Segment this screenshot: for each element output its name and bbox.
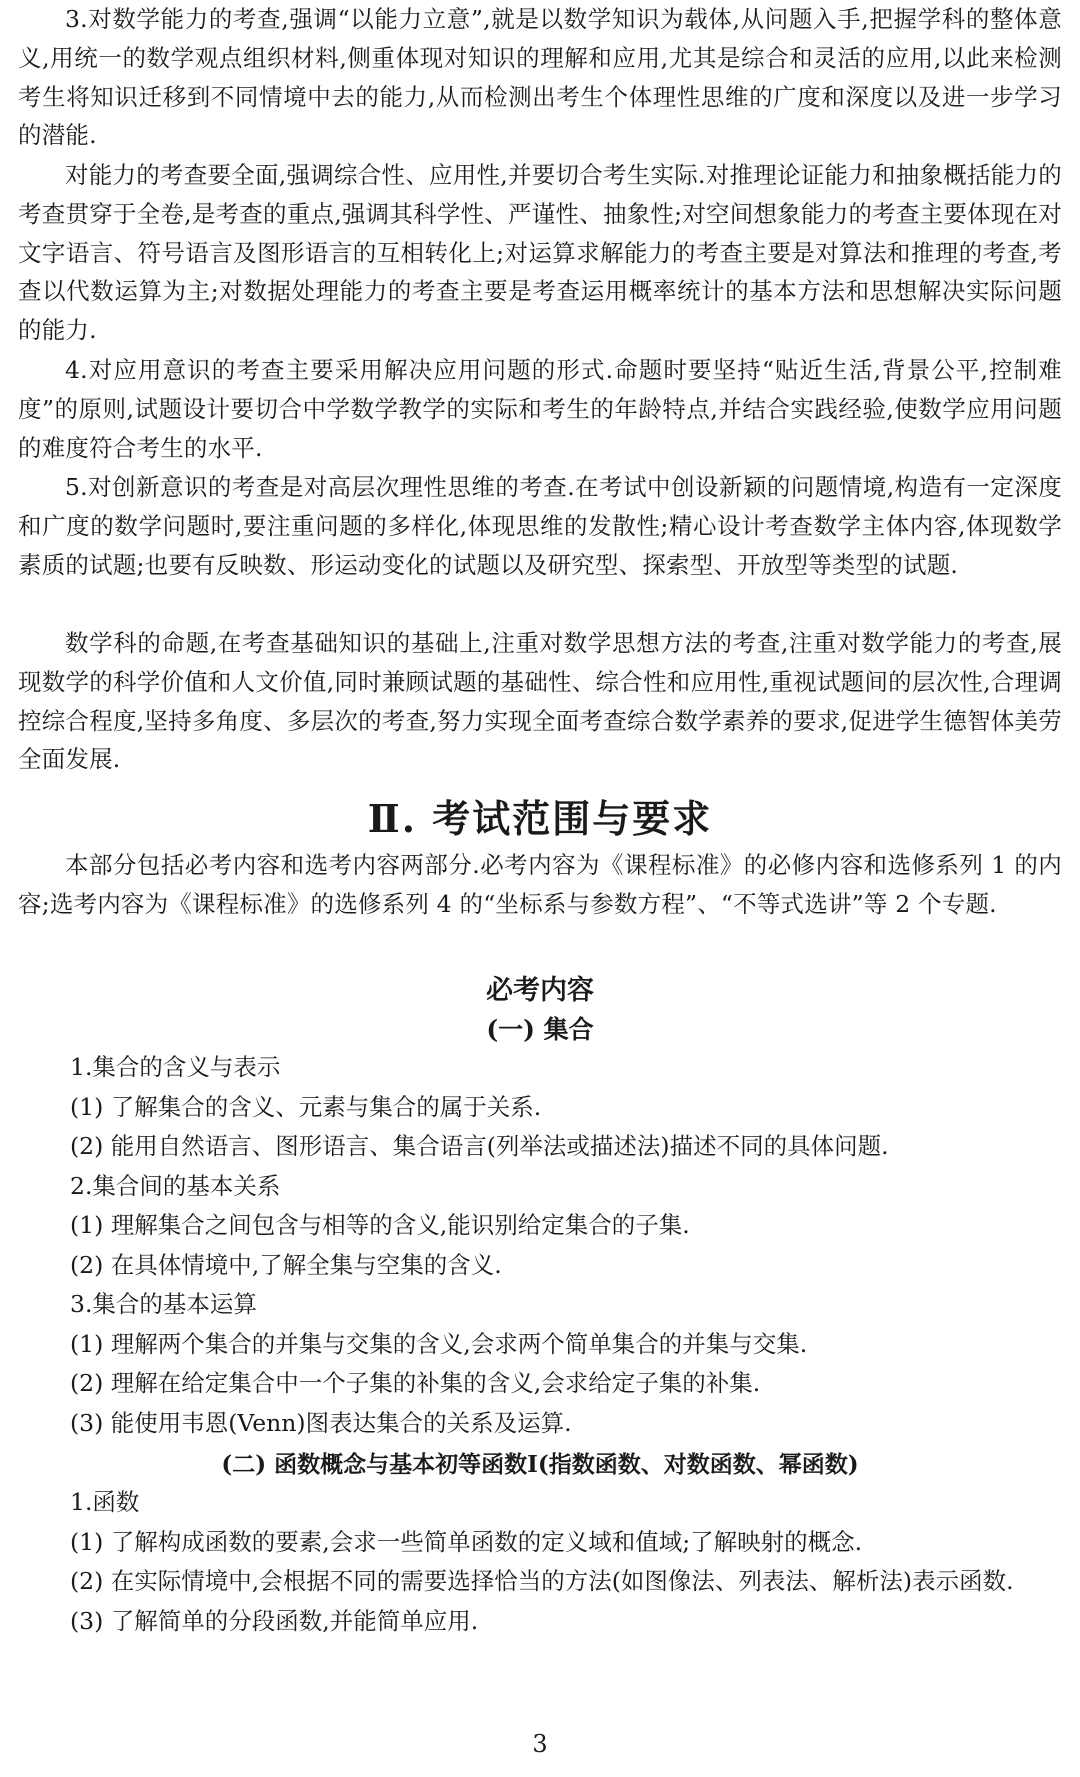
required-content-heading: 必考内容	[486, 975, 594, 1006]
list-item: 1.集合的含义与表示	[70, 1053, 281, 1081]
list-item: (1) 理解集合之间包含与相等的含义,能识别给定集合的子集.	[70, 1211, 690, 1239]
sets-list	[18, 1048, 1062, 1443]
paragraph-application-awareness: 4.对应用意识的考查主要采用解决应用问题的形式.命题时要坚持“贴近生活,背景公平,控制难度”的原则,试题设计要切合中学数学教学的实际和考生的年龄特点,并结合实践经验,使数学应用问题的难度符合考生的水平.	[18, 356, 1062, 462]
paragraph-intro: 本部分包括必考内容和选考内容两部分.必考内容为《课程标准》的必修内容和选修系列 1 的内容;选考内容为《课程标准》的选修系列 4 的“坐标系与参数方程”、“不等式选讲”等 2 个专题.	[18, 851, 1062, 918]
list-item: 1.函数	[70, 1488, 140, 1516]
list-item: (1) 了解构成函数的要素,会求一些简单函数的定义域和值域;了解映射的概念.	[70, 1527, 863, 1556]
paragraph-math-proposition: 数学科的命题,在考查基础知识的基础上,注重对数学思想方法的考查,注重对数学能力的考查,展现数学的科学价值和人文价值,同时兼顾试题的基础性、综合性和应用性,重视试题间的层次性,合理调控综合程度,坚持多角度、多层次的考查,努力实现全面考查综合数学素养的要求,促进学生德智体美劳全面发展.	[18, 629, 1062, 774]
list-item: (1) 理解两个集合的并集与交集的含义,会求两个简单集合的并集与交集.	[70, 1329, 808, 1358]
list-item: (3) 了解简单的分段函数,并能简单应用.	[70, 1606, 479, 1635]
paragraph-ability-assessment: 对能力的考查要全面,强调综合性、应用性,并要切合考生实际.对推理论证能力和抽象概括能力的考查贯穿于全卷,是考查的重点,强调其科学性、严谨性、抽象性;对空间想象能力的考查主要体现在对文字语言、符号语言及图形语言的互相转化上;对运算求解能力的考查主要是对算法和推理的考查,考查以代数运算为主;对数据处理能力的考查主要是考查运用概率统计的基本方法和思想解决实际问题的能力.	[18, 161, 1062, 345]
list-item: 2.集合间的基本关系	[70, 1171, 281, 1200]
list-item: (2) 能用自然语言、图形语言、集合语言(列举法或描述法)描述不同的具体问题.	[70, 1132, 889, 1160]
list-item: (2) 在具体情境中,了解全集与空集的含义.	[70, 1250, 502, 1279]
sets-heading: (一) 集合	[486, 1015, 594, 1044]
list-item: (1) 了解集合的含义、元素与集合的属于关系.	[70, 1092, 542, 1121]
section-title: Ⅱ. 考试范围与要求	[367, 796, 713, 841]
paragraph-innovation-awareness: 5.对创新意识的考查是对高层次理性思维的考查.在考试中创设新颖的问题情境,构造有一定深度和广度的数学问题时,要注重问题的多样化,体现思维的发散性;精心设计考查数学主体内容,体现数学素质的试题;也要有反映数、形运动变化的试题以及研究型、探索型、开放型等类型的试题.	[18, 473, 1062, 579]
functions-heading: (二) 函数概念与基本初等函数Ⅰ(指数函数、对数函数、幂函数)	[221, 1451, 859, 1478]
list-item: (2) 在实际情境中,会根据不同的需要选择恰当的方法(如图像法、列表法、解析法)表示函数.	[70, 1567, 1014, 1595]
list-item: 3.集合的基本运算	[70, 1290, 257, 1318]
list-item: (2) 理解在给定集合中一个子集的补集的含义,会求给定子集的补集.	[70, 1369, 761, 1397]
page-number: 3	[532, 1730, 548, 1758]
paragraph-math-ability: 3.对数学能力的考查,强调“以能力立意”,就是以数学知识为载体,从问题入手,把握学科的整体意义,用统一的数学观点组织材料,侧重体现对知识的理解和应用,尤其是综合和灵活的应用,以此来检测考生将知识迁移到不同情境中去的能力,从而检测出考生个体理性思维的广度和深度以及进一步学习的潜能.	[18, 5, 1062, 150]
functions-list	[18, 1483, 1062, 1641]
list-item: (3) 能使用韦恩(Venn)图表达集合的关系及运算.	[70, 1408, 572, 1437]
